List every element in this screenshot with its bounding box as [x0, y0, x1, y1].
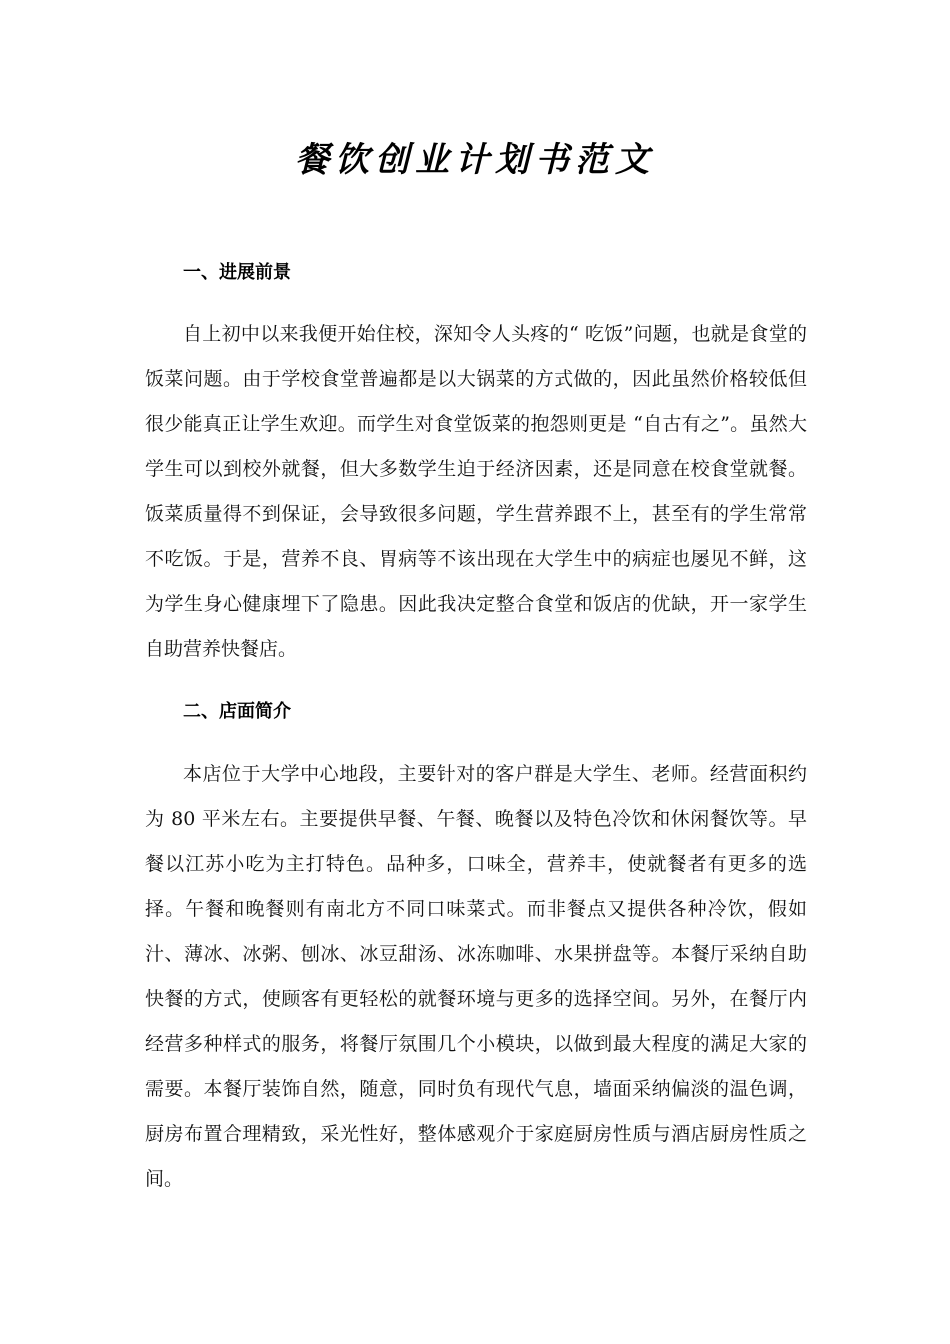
document-title: 餐饮创业计划书范文: [295, 140, 655, 180]
section-paragraph-store-intro: 本店位于大学中心地段，主要针对的客户群是大学生、老师。经营面积约为 80 平米左右。主要提供早餐、午餐、晚餐以及特色冷饮和休闲餐饮等。早餐以江苏小吃为主打特色。品种多，口味全，营养丰，使就餐者有更多的选择。午餐和晚餐则有南北方不同口味菜式。而非餐点又提供各种冷饮，假如汁、薄冰、冰粥、刨冰、冰豆甜汤、冰冻咖啡、水果拼盘等。本餐厅采纳自助快餐的方式，使顾客有更轻松的就餐环境与更多的选择空间。另外，在餐厅内经营多种样式的服务，将餐厅氛围几个小模块，以做到最大程度的满足大家的需要。本餐厅装饰自然，随意，同时负有现代气息，墙面采纳偏淡的温色调，厨房布置合理精致，采光性好，整体感观介于家庭厨房性质与酒店厨房性质之间。: [145, 763, 807, 1190]
section-heading-store-intro: 二、店面简介: [183, 701, 291, 722]
section-heading-background: 一、进展前景: [183, 262, 291, 283]
section-paragraph-background: 自上初中以来我便开始住校，深知令人头疼的“ 吃饭”问题，也就是食堂的饭菜问题。由于学校食堂普遍都是以大锅菜的方式做的，因此虽然价格较低但很少能真正让学生欢迎。而学生对食堂饭菜的抱怨则更是 “自古有之”。虽然大学生可以到校外就餐，但大多数学生迫于经济因素，还是同意在校食堂就餐。饭菜质量得不到保证，会导致很多问题，学生营养跟不上，甚至有的学生常常不吃饭。于是，营养不良、胃病等不该出现在大学生中的病症也屡见不鲜，这为学生身心健康埋下了隐患。因此我决定整合食堂和饭店的优缺，开一家学生自助营养快餐店。: [145, 323, 807, 660]
